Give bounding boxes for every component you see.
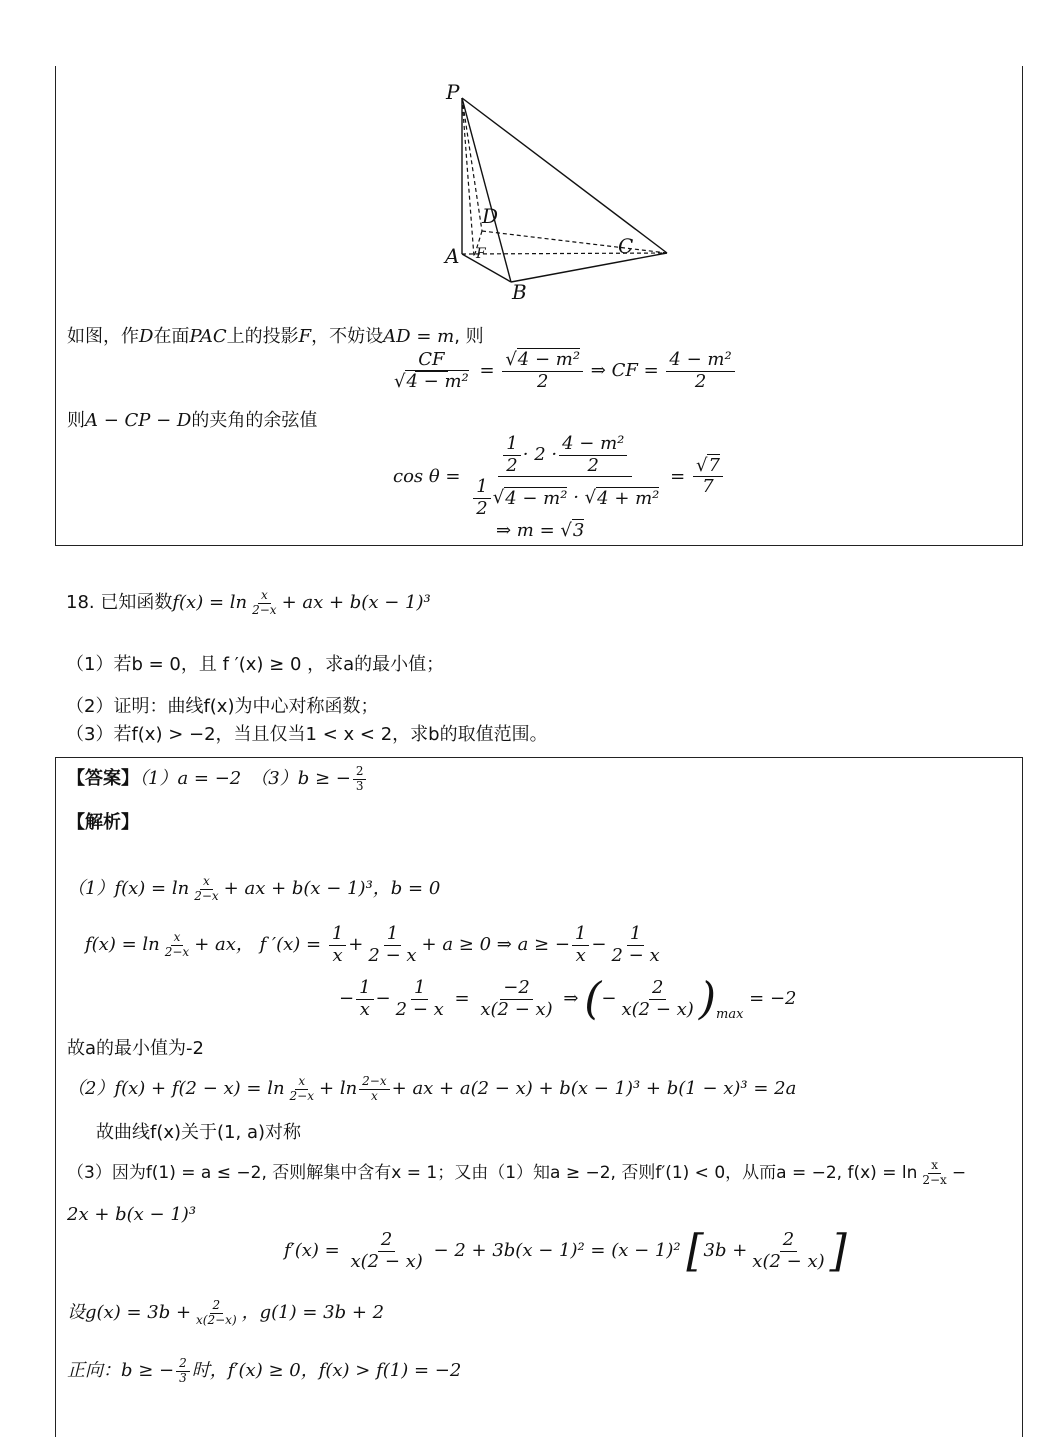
step1-derivative: f(x) = ln $\frac{x}{2-x}$ + ax， f ′(x) = $\frac{1}{x}$ + $\frac{1}{2 - x}$ + a ≥ 0 ⇒ a ≥ − $\frac{1}{x}$ − $\frac{1}{2 - x}$ [85,923,660,966]
vertex-d-label: D [482,204,499,228]
step3-forward-direction: 正向：b ≥ − $\frac{2}{3}$ 时，f′(x) ≥ 0，f(x) > f(1) = −2 [67,1355,462,1385]
step3-continuation: 2x + b(x − 1)³ [67,1204,197,1225]
step1-conclusion: 故a的最小值为-2 [67,1038,204,1059]
vertex-b-label: B [512,280,527,304]
step1-max: − $\frac{1}{x}$ − $\frac{1}{2 - x}$ = $\frac{-2}{x(2 - x)}$ ⇒ (− $\frac{2}{x(2 - x)}$ )$_{max} = -2$ [339,973,797,1025]
step3-g-definition: 设g(x) = 3b + $\frac{2}{x(2-x)}$ ，g(1) = 3b + 2 [67,1297,385,1327]
answer-box-18 [55,757,1023,1437]
point-f-label: F [476,246,486,262]
step1-setup: （1）f(x) = ln $\frac{x}{2-x}$ + ax + b(x − 1)³，b = 0 [67,873,441,903]
step3-derivative: f′(x) = $\frac{2}{x(2 - x)}$ − 2 + 3b(x − 1)² = (x − 1)² [3b + $\frac{2}{x(2 - x)}$ ] [284,1225,847,1277]
pyramid-figure [436,76,716,306]
step3-reasoning: （3）因为f(1) = a ≤ −2, 否则解集中含有x = 1；又由（1）知a ≥ −2, 否则f′(1) < 0，从而a = −2, f(x) = ln $\frac{x}{2-x}$ − [67,1158,967,1187]
problem-18-part3: （3）若f(x) > −2，当且仅当1 < x < 2，求b的取值范围。 [66,724,548,745]
vertex-a-label: A [445,244,460,268]
step2-symmetry-equation: （2）f(x) + f(2 − x) = ln $\frac{x}{2-x}$ + ln $\frac{2-x}{x}$ + ax + a(2 − x) + b(x − 1)³ + b(1 − x)³ = 2a [67,1073,797,1103]
vertex-p-label: P [446,80,460,104]
step2-conclusion: 故曲线f(x)关于(1, a)对称 [96,1122,302,1143]
analysis-label: 【解析】 [67,812,139,833]
solution-box-17 [55,66,1023,546]
cosine-equation: cos θ = $\frac{1}{2}$ · 2 · $\frac{\text{4 − m²}}{2}$ $\frac{1}{2}$ √4 − m² · √4 + m² = $\frac{√7}{7}$ [393,434,725,520]
answer-line: 【答案】（1）a = −2 （3）b ≥ − $\frac{2}{3}$ [67,764,368,793]
cosine-intro-line: 则A − CP − D的夹角的余弦值 [67,410,318,431]
problem-18-title: 18. 已知函数f(x) = ln $\frac{x}{2-x}$ + ax + b(x − 1)³ [66,587,431,617]
problem-18-part1: （1）若b = 0，且 f ′(x) ≥ 0 ，求a的最小值； [66,654,445,675]
problem-18-part2: （2）证明：曲线f(x)为中心对称函数； [66,696,379,717]
cf-equation: $\frac{CF}{\text{√4 − m²}}$ = $\frac{\text{√4 − m²}}{2}$ ⇒ CF = $\frac{\text{4 − m²}}{2}$ [389,350,737,392]
m-result: ⇒ m = √3 [496,520,585,541]
vertex-c-label: C [618,234,634,258]
projection-line: 如图，作D在面PAC上的投影F，不妨设AD = m, 则 [67,326,484,347]
